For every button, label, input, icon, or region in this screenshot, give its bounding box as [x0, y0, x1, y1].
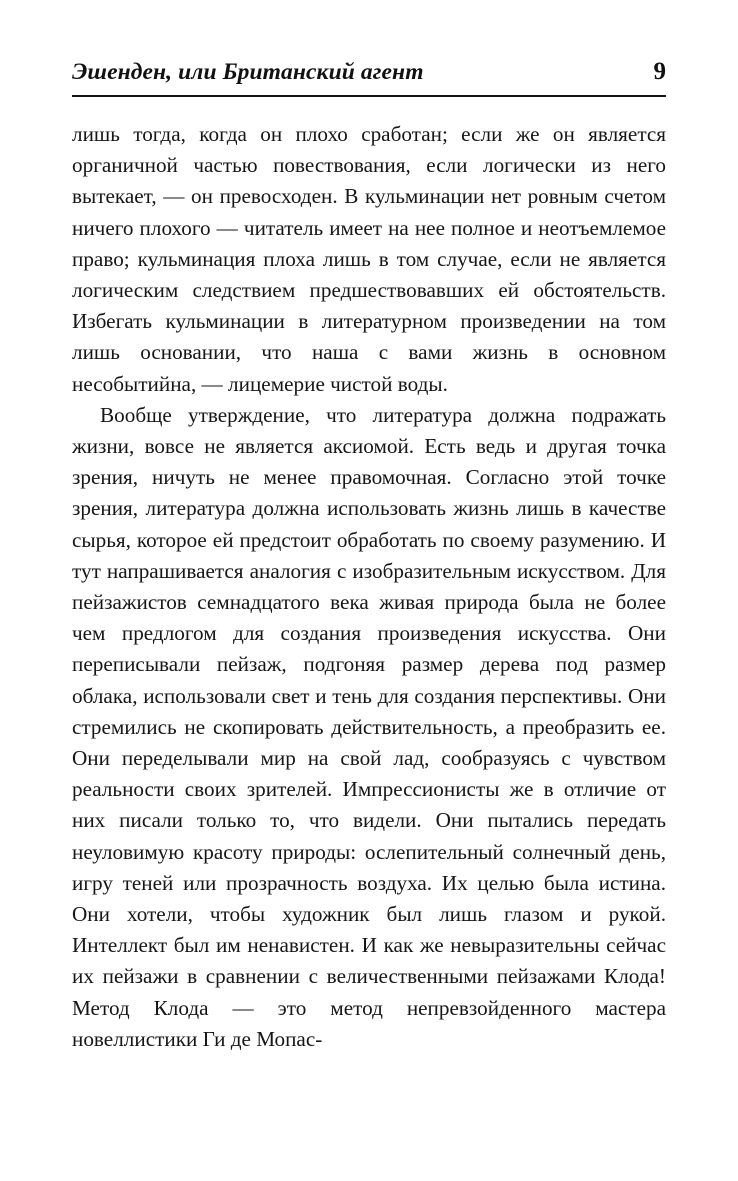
running-head — [72, 58, 666, 97]
paragraph: лишь тогда, когда он плохо сработан; если же он является органичной частью повествования, если логически из него вытекает, — он превосходен. В кульминации нет ровным счетом ничего плохого — читатель имеет на нее полное и неотъемлемое право; кульминация плоха лишь в том случае, если не является логическим следствием предшествовавших ей обстоятельств. Избегать кульминации в литературном произведении на том лишь основании, что наша с вами жизнь в основном несобытийна, — лицемерие чистой воды. — [72, 122, 666, 396]
page-body — [72, 119, 666, 1055]
page-number: 9 — [653, 58, 666, 85]
book-title: Эшенден, или Британский агент — [72, 59, 424, 85]
paragraph: Вообще утверждение, что литература должна подражать жизни, вовсе не является аксиомой. Есть ведь и другая точка зрения, ничуть не менее правомочная. Согласно этой точке зрения, литература должна использовать жизнь лишь в качестве сырья, которое ей предстоит обработать по своему разумению. И тут напрашивается аналогия с изобразительным искусством. Для пейзажистов семнадцатого века живая природа была не более чем предлогом для создания произведения искусства. Они переписывали пейзаж, подгоняя размер дерева под размер облака, использовали свет и тень для создания перспективы. Они стремились не скопировать действительность, а преобразить ее. Они переделывали мир на свой лад, сообразуясь с чувством реальности своих зрителей. Импрессионисты же в отличие от них писали только то, что видели. Они пытались передать неуловимую красоту природы: ослепительный солнечный день, игру теней или прозрачность воздуха. Их целью была истина. Они хотели, чтобы художник был лишь глазом и рукой. Интеллект был им ненавистен. И как же невыразительны сейчас их пейзажи в сравнении с величественными пейзажами Клода! Метод Клода — это метод непревзойденного мастера новеллистики Ги де Мопас- — [72, 402, 666, 1051]
